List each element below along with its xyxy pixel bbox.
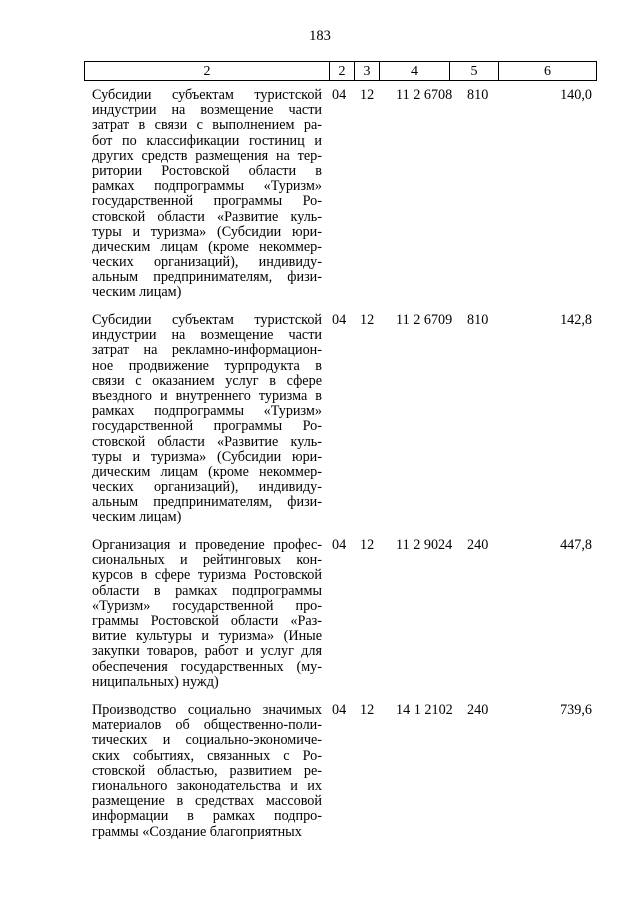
description-line: ритории Ростовской области в	[92, 162, 322, 179]
header-col-6: 6	[544, 64, 551, 79]
cell-c4: 14 1 2102	[396, 702, 453, 718]
description-line: закупки товаров, работ и услуг для	[92, 643, 322, 660]
description-line: ниципальных) нужд)	[92, 673, 219, 690]
description-line: курсов в сфере туризма Ростовской	[92, 567, 322, 584]
description-line: Производство социально значимых	[92, 702, 322, 718]
page-number: 183	[309, 28, 331, 44]
description-line: ческим лицам)	[92, 509, 182, 526]
cell-c6: 140,0	[560, 87, 592, 103]
description-line: дическим лицам (кроме некоммер-	[92, 463, 322, 480]
description-line: гионального законодательства и их	[92, 777, 322, 794]
description-line: альным предпринимателям, физи-	[92, 494, 322, 511]
description-line: рамках подпрограммы «Туризм»	[92, 403, 322, 420]
cell-c3: 12	[360, 537, 375, 553]
description-line: ческих организаций), индивиду-	[92, 254, 322, 271]
description-line: затрат в связи с выполнением ра-	[92, 117, 322, 134]
description-line: рамках подпрограммы «Туризм»	[92, 178, 322, 195]
row-description	[92, 88, 322, 301]
description-line: связи с оказанием услуг в сфере	[92, 372, 322, 389]
description-line: бот по классификации гостиниц и	[92, 132, 322, 149]
cell-c2: 04	[332, 312, 347, 328]
description-line: Субсидии субъектам туристской	[92, 312, 322, 328]
description-line: индустрии на возмещение части	[92, 327, 322, 344]
description-line: стовской областью, развитием ре-	[92, 762, 322, 779]
description-line: дическим лицам (кроме некоммер-	[92, 238, 322, 255]
description-line: ное продвижение турпродукта в	[92, 357, 322, 374]
description-line: материалов об общественно-поли-	[92, 717, 322, 734]
cell-c5: 810	[467, 312, 489, 328]
description-line: информации в рамках подпро-	[92, 808, 322, 825]
description-line: размещение в средствах массовой	[92, 793, 322, 810]
cell-c3: 12	[360, 87, 375, 103]
description-line: других средств размещения на тер-	[92, 147, 322, 164]
description-line: Субсидии субъектам туристской	[92, 87, 322, 103]
header-col-5: 5	[470, 64, 478, 79]
description-line: въездного и внутреннего туризма в	[92, 387, 322, 404]
description-line: стовской области «Развитие куль-	[92, 433, 322, 450]
row-description	[92, 313, 322, 526]
description-line: альным предпринимателям, физи-	[92, 269, 322, 286]
description-line: сиональных и рейтинговых кон-	[92, 552, 322, 569]
cell-c5: 810	[467, 87, 489, 103]
description-line: ских событиях, связанных с Ро-	[92, 747, 322, 764]
header-col-2: 2	[203, 64, 211, 79]
description-line: Организация и проведение профес-	[92, 537, 322, 553]
cell-c3: 12	[360, 702, 375, 718]
description-line: тических и социально-экономиче-	[92, 732, 322, 749]
row-description	[92, 538, 322, 690]
description-line: «Туризм» государственной про-	[92, 597, 322, 614]
description-line: граммы Ростовской области «Раз-	[92, 612, 322, 629]
description-line: области в рамках подпрограммы	[92, 582, 322, 599]
cell-c6: 739,6	[560, 702, 592, 718]
description-line: стовской области «Развитие куль-	[92, 208, 322, 225]
cell-c3: 12	[360, 312, 375, 328]
row-description	[92, 703, 322, 840]
header-col-2b: 2	[338, 64, 346, 79]
cell-c6: 142,8	[560, 312, 592, 328]
cell-c2: 04	[332, 702, 347, 718]
description-line: обеспечения государственных (му-	[92, 658, 322, 675]
header-col-4: 4	[411, 64, 418, 79]
cell-c4: 11 2 6709	[396, 312, 453, 328]
cell-c5: 240	[467, 702, 489, 718]
cell-c4: 11 2 6708	[396, 87, 453, 103]
description-line: государственной программы Ро-	[92, 193, 322, 210]
description-line: граммы «Создание благоприятных	[92, 823, 302, 840]
description-line: ческим лицам)	[92, 284, 182, 301]
description-line: ческих организаций), индивиду-	[92, 479, 322, 496]
description-line: индустрии на возмещение части	[92, 102, 322, 119]
header-col-3: 3	[363, 64, 371, 79]
description-line: витие культуры и туризма» (Иные	[92, 628, 322, 645]
description-line: государственной программы Ро-	[92, 418, 322, 435]
table-header	[84, 61, 597, 81]
cell-c6: 447,8	[560, 537, 592, 553]
cell-c2: 04	[332, 537, 347, 553]
description-line: затрат на рекламно-информацион-	[92, 342, 322, 359]
cell-c2: 04	[332, 87, 347, 103]
cell-c5: 240	[467, 537, 489, 553]
description-line: туры и туризма» (Субсидии юри-	[92, 223, 322, 240]
description-line: туры и туризма» (Субсидии юри-	[92, 448, 322, 465]
cell-c4: 11 2 9024	[396, 537, 453, 553]
